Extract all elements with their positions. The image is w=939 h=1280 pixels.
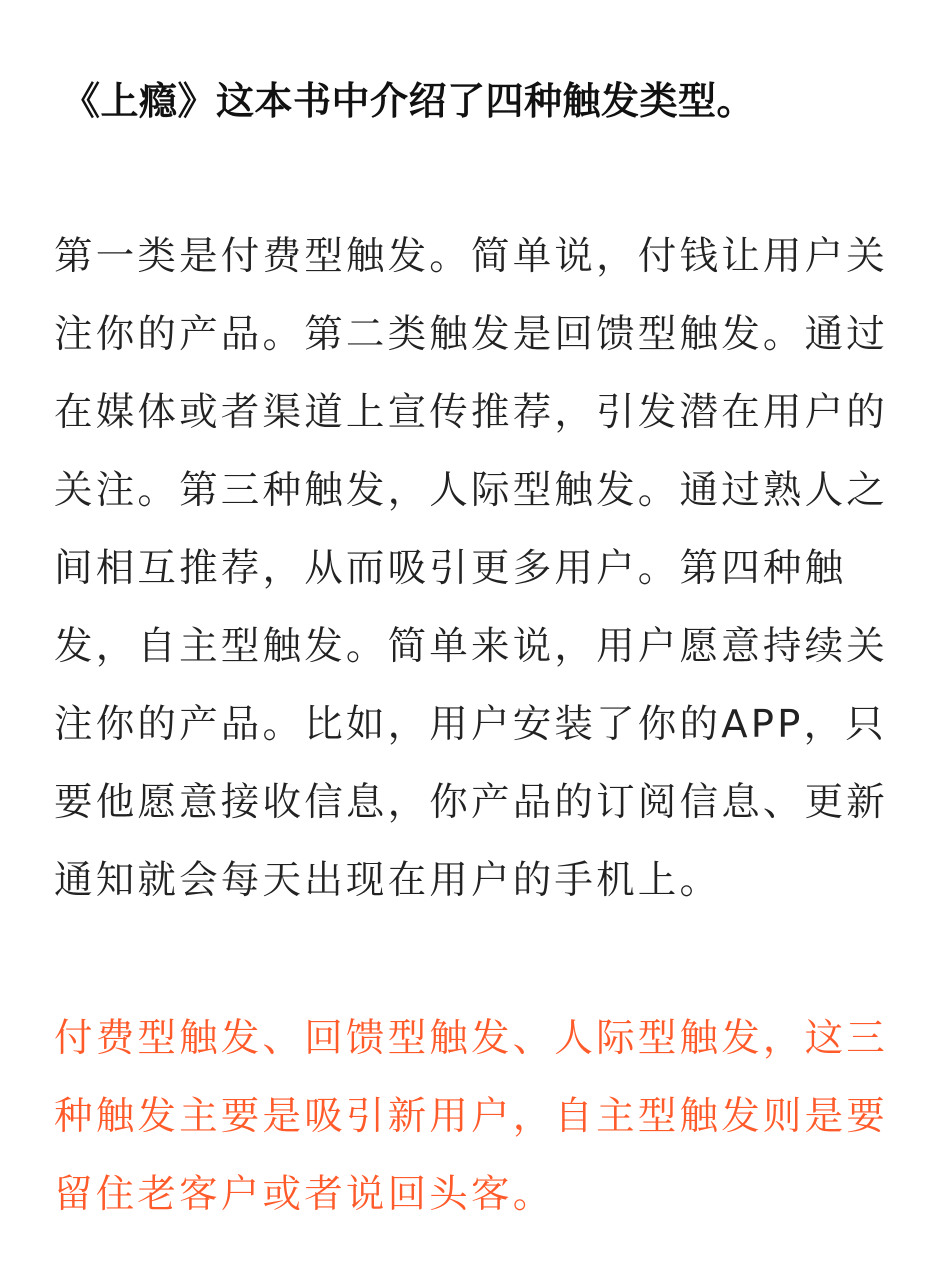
paragraph-line: 注你的产品。第二类触发是回馈型触发。通过 — [54, 312, 889, 357]
highlight-line: 付费型触发、回馈型触发、人际型触发，这三 — [54, 1016, 889, 1061]
paragraph-line: 要他愿意接收信息，你产品的订阅信息、更新 — [54, 780, 889, 825]
paragraph-line: 发，自主型触发。简单来说，用户愿意持续关 — [54, 624, 889, 669]
highlight-line: 留住老客户或者说回头客。 — [54, 1172, 555, 1217]
paragraph-line: 注你的产品。比如，用户安装了你的APP，只 — [54, 702, 887, 747]
paragraph-line: 关注。第三种触发，人际型触发。通过熟人之 — [54, 468, 889, 513]
paragraph-line: 通知就会每天出现在用户的手机上。 — [54, 858, 722, 903]
highlight-line: 种触发主要是吸引新用户，自主型触发则是要 — [54, 1094, 889, 1139]
paragraph-line: 间相互推荐，从而吸引更多用户。第四种触 — [54, 546, 847, 591]
article-heading: 《上瘾》这本书中介绍了四种触发类型。 — [62, 79, 756, 123]
main-paragraph — [54, 218, 890, 920]
paragraph-line: 在媒体或者渠道上宣传推荐，引发潜在用户的 — [54, 390, 889, 435]
paragraph-line: 第一类是付费型触发。简单说，付钱让用户关 — [54, 234, 889, 279]
highlight-paragraph — [54, 1000, 890, 1234]
